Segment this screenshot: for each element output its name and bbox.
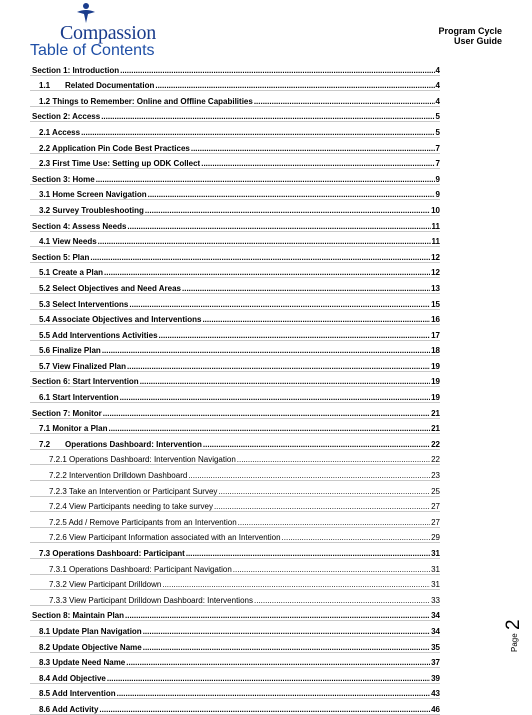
toc-entry-page: 22 <box>431 439 440 449</box>
toc-entry-text: 5.4 Associate Objectives and Interventions <box>39 315 202 325</box>
toc-entry[interactable] <box>30 590 440 606</box>
toc-entry[interactable] <box>30 497 440 513</box>
toc-entry-label <box>39 159 200 168</box>
toc-entry-label <box>32 253 89 262</box>
toc-entry[interactable] <box>30 310 440 326</box>
toc-entry[interactable] <box>30 637 440 653</box>
toc-entry-label <box>49 533 281 542</box>
toc-entry-page: 19 <box>431 377 440 387</box>
toc-entry-text: 8.5 Add Intervention <box>39 689 116 699</box>
toc-entry-label <box>32 611 124 620</box>
toc-leader-dots <box>203 440 430 449</box>
toc-leader-dots <box>107 674 430 683</box>
toc-entry-label <box>39 689 116 698</box>
toc-entry-text: 8.1 Update Plan Navigation <box>39 626 142 636</box>
toc-entry[interactable] <box>30 169 440 185</box>
toc-entry-text: 7.2.2 Intervention Drilldown Dashboard <box>49 471 188 481</box>
toc-leader-dots <box>90 253 430 262</box>
toc-entry-text: Section 1: Introduction <box>32 65 120 75</box>
toc-leader-dots <box>99 705 430 714</box>
toc-entry-text: 7.2.5 Add / Remove Participants from an Intervention <box>49 517 237 527</box>
toc-leader-dots <box>125 611 430 620</box>
toc-entry-label <box>39 549 185 558</box>
toc-entry[interactable] <box>30 512 440 528</box>
toc-entry[interactable] <box>30 372 440 388</box>
toc-leader-dots <box>148 190 435 199</box>
document-header <box>438 26 502 46</box>
toc-entry-label <box>39 627 142 636</box>
toc-entry-text: Related Documentation <box>65 81 155 91</box>
toc-entry-text: 5.3 Select Interventions <box>39 299 129 309</box>
toc-entry-label <box>49 471 187 480</box>
toc-entry-label <box>32 409 102 418</box>
toc-entry-page: 18 <box>431 346 440 356</box>
toc-entry[interactable] <box>30 450 440 466</box>
toc-entry[interactable] <box>30 434 440 450</box>
toc-entry-label <box>49 455 236 464</box>
toc-entry-page: 19 <box>431 361 440 371</box>
toc-entry-text: 1.2 Things to Remember: Online and Offline Capabilities <box>39 96 253 106</box>
toc-leader-dots <box>101 112 434 121</box>
toc-leader-dots <box>81 128 434 137</box>
toc-entry-page: 10 <box>431 205 440 215</box>
doc-title-line1: Program Cycle <box>438 26 502 36</box>
toc-entry[interactable] <box>30 668 440 684</box>
doc-title-line2: User Guide <box>453 36 502 46</box>
toc-entry-label <box>39 658 125 667</box>
toc-entry-page: 31 <box>431 549 440 558</box>
toc-entry-text: 5.6 Finalize Plan <box>39 346 101 356</box>
toc-entry-text: 3.2 Survey Troubleshooting <box>39 205 144 215</box>
toc-entry-label <box>32 112 100 121</box>
toc-leader-dots <box>282 533 431 542</box>
toc-entry-label <box>39 300 128 309</box>
toc-entry-page: 7 <box>435 159 440 169</box>
toc-entry-label <box>39 284 181 293</box>
toc-entry[interactable] <box>30 216 440 232</box>
toc-entry-page: 19 <box>431 393 440 403</box>
toc-entry-text: 7.2.3 Take an Intervention or Participant Survey <box>49 486 218 496</box>
toc-entry-label <box>39 643 142 652</box>
toc-leader-dots <box>159 331 431 340</box>
toc-leader-dots <box>202 315 430 324</box>
toc-entry[interactable] <box>30 575 440 591</box>
toc-entry-label <box>39 206 144 215</box>
toc-entry-label <box>32 175 95 184</box>
toc-entry[interactable] <box>30 154 440 170</box>
toc-entry-text: 3.1 Home Screen Navigation <box>39 190 147 200</box>
toc-entry[interactable] <box>30 699 440 715</box>
toc-leader-dots <box>186 549 430 558</box>
toc-entry-page: 34 <box>431 611 440 621</box>
toc-entry-label <box>49 580 161 589</box>
toc-leader-dots <box>127 222 430 231</box>
toc-entry-text: 2.1 Access <box>39 127 81 137</box>
toc-entry-label <box>39 674 106 683</box>
toc-entry-text: Operations Dashboard: Intervention <box>65 439 202 449</box>
toc-entry-label <box>39 81 154 90</box>
toc-entry-text: 8.3 Update Need Name <box>39 658 126 668</box>
toc-entry-text: Section 6: Start Intervention <box>32 377 139 387</box>
page-label-svg <box>502 594 522 654</box>
toc-entry-label <box>32 377 139 386</box>
toc-entry-text: Section 2: Access <box>32 112 101 122</box>
toc-entry-label <box>39 346 101 355</box>
toc-entry-page: 37 <box>431 658 440 668</box>
toc-entry-text: 8.6 Add Activity <box>39 704 99 714</box>
toc-leader-dots <box>120 393 431 402</box>
toc-entry-page: 17 <box>431 330 440 340</box>
toc-entry[interactable] <box>30 356 440 372</box>
toc-entry[interactable] <box>30 232 440 248</box>
toc-entry-page: 4 <box>435 65 440 75</box>
toc-leader-dots <box>143 627 430 636</box>
toc-entry-text: 2.2 Application Pin Code Best Practices <box>39 143 190 153</box>
toc-leader-dots <box>140 377 430 386</box>
toc-leader-dots <box>129 300 430 309</box>
toc-leader-dots <box>254 596 430 605</box>
toc-entry-label <box>39 237 97 246</box>
toc-entry[interactable] <box>30 138 440 154</box>
toc-entry[interactable] <box>30 122 440 138</box>
toc-entry-page: 11 <box>431 221 440 231</box>
toc-entry-page: 4 <box>435 81 440 91</box>
page-number-label <box>502 594 522 654</box>
toc-entry[interactable] <box>30 621 440 637</box>
toc-entry-text: Section 3: Home <box>32 174 95 184</box>
toc-leader-dots <box>120 66 434 75</box>
toc-entry[interactable] <box>30 247 440 263</box>
toc-entry[interactable] <box>30 91 440 107</box>
toc-entry-label <box>39 97 253 106</box>
toc-entry[interactable] <box>30 185 440 201</box>
toc-entry[interactable] <box>30 606 440 622</box>
toc-title: Table of Contents <box>30 42 155 59</box>
toc-leader-dots <box>162 580 430 589</box>
toc-entry-text: 5.2 Select Objectives and Need Areas <box>39 283 181 293</box>
toc-entry-page: 31 <box>431 564 440 574</box>
toc-entry-page: 46 <box>431 704 440 714</box>
toc-leader-dots <box>237 455 430 464</box>
toc-entry-page: 29 <box>431 533 440 543</box>
toc-entry-page: 5 <box>435 127 440 137</box>
toc-entry-label <box>39 331 158 340</box>
toc-leader-dots <box>102 346 430 355</box>
toc-entry-text: 6.1 Start Intervention <box>39 393 119 403</box>
toc-entry-text: Section 4: Assess Needs <box>32 221 127 231</box>
toc-entry[interactable] <box>30 278 440 294</box>
toc-entry-text: 7.3 Operations Dashboard: Participant <box>39 549 185 558</box>
toc-entry-label <box>39 315 201 324</box>
toc-entry-label <box>49 502 213 511</box>
toc-entry-text: 8.4 Add Objective <box>39 673 106 683</box>
toc-entry-page: 35 <box>431 642 440 652</box>
toc-entry-page: 5 <box>435 112 440 122</box>
compassion-logo <box>30 2 156 44</box>
toc-entry[interactable] <box>30 543 440 559</box>
toc-leader-dots <box>96 175 435 184</box>
toc-entry-text: 8.2 Update Objective Name <box>39 642 142 652</box>
toc-leader-dots <box>238 518 430 527</box>
logo-figure-icon <box>75 2 97 24</box>
toc-entry[interactable] <box>30 403 440 419</box>
toc-leader-dots <box>155 81 434 90</box>
toc-entry-page: 13 <box>431 283 440 293</box>
page-word: Page <box>510 633 519 652</box>
toc-entry[interactable] <box>30 465 440 481</box>
toc-entry-label <box>39 144 190 153</box>
toc-entry-page: 15 <box>431 299 440 309</box>
toc-entry-page: 27 <box>431 517 440 527</box>
toc-entry-page: 11 <box>431 237 440 247</box>
toc-entry-page: 31 <box>431 580 440 590</box>
toc-entry[interactable] <box>30 481 440 497</box>
toc-entry-page: 33 <box>431 595 440 605</box>
toc-entry-text: 7.1 Monitor a Plan <box>39 424 108 434</box>
page-number: 2 <box>503 619 522 630</box>
toc-entry-text: 7.2.1 Operations Dashboard: Intervention Navigation <box>49 455 236 465</box>
toc-entry-label <box>49 487 217 496</box>
toc-leader-dots <box>233 565 430 574</box>
toc-entry-number: 1.1 <box>39 81 51 91</box>
toc-entry-label <box>39 424 107 433</box>
toc-leader-dots <box>143 643 430 652</box>
toc-entry-text: 5.1 Create a Plan <box>39 268 104 278</box>
toc-entry-label <box>39 393 119 402</box>
toc-entry-text: Section 5: Plan <box>32 252 90 262</box>
toc-entry-page: 27 <box>431 502 440 512</box>
toc-entry-label <box>49 596 253 605</box>
toc-leader-dots <box>126 658 430 667</box>
toc-entry[interactable] <box>30 60 440 76</box>
toc-entry-page: 25 <box>431 486 440 496</box>
toc-leader-dots <box>254 97 435 106</box>
toc-entry-label <box>39 128 80 137</box>
brand-name: Compassion <box>60 22 156 44</box>
toc-entry-page: 39 <box>431 673 440 683</box>
toc-entry-page: 7 <box>435 143 440 153</box>
toc-entry[interactable] <box>30 263 440 279</box>
toc-leader-dots <box>214 502 430 511</box>
toc-leader-dots <box>117 689 430 698</box>
table-of-contents <box>30 60 440 715</box>
toc-entry[interactable] <box>30 528 440 544</box>
toc-entry-page: 34 <box>431 626 440 636</box>
toc-entry[interactable] <box>30 200 440 216</box>
toc-entry-label <box>39 705 98 714</box>
toc-leader-dots <box>201 159 434 168</box>
toc-leader-dots <box>98 237 431 246</box>
toc-leader-dots <box>188 471 430 480</box>
toc-entry-label <box>39 440 202 449</box>
toc-leader-dots <box>218 487 430 496</box>
toc-entry-label <box>39 362 126 371</box>
toc-leader-dots <box>145 206 430 215</box>
toc-entry-text: 4.1 View Needs <box>39 237 97 247</box>
toc-entry-text: 2.3 First Time Use: Setting up ODK Collect <box>39 159 201 169</box>
toc-entry-label <box>39 190 147 199</box>
toc-entry-page: 9 <box>435 174 440 184</box>
toc-entry-text: 5.7 View Finalized Plan <box>39 361 126 371</box>
toc-entry-page: 9 <box>435 190 440 200</box>
toc-entry-text: 5.5 Add Interventions Activities <box>39 330 158 340</box>
toc-entry-text: Section 8: Maintain Plan <box>32 611 125 621</box>
toc-entry-page: 12 <box>431 268 440 278</box>
toc-leader-dots <box>104 268 430 277</box>
toc-entry-text: 7.2.6 View Participant Information associated with an Intervention <box>49 533 281 543</box>
toc-entry[interactable] <box>30 341 440 357</box>
toc-entry-text: 7.3.1 Operations Dashboard: Participant Navigation <box>49 564 232 574</box>
toc-entry[interactable] <box>30 76 440 92</box>
toc-entry[interactable] <box>30 325 440 341</box>
toc-entry-number: 7.2 <box>39 439 51 449</box>
toc-entry-text: 7.2.4 View Participants needing to take survey <box>49 502 213 512</box>
toc-entry-page: 21 <box>431 408 440 418</box>
toc-entry[interactable] <box>30 294 440 310</box>
toc-entry-page: 21 <box>431 424 440 434</box>
toc-entry-page: 23 <box>431 471 440 481</box>
toc-entry[interactable] <box>30 387 440 403</box>
toc-entry-page: 16 <box>431 315 440 325</box>
toc-entry[interactable] <box>30 684 440 700</box>
toc-leader-dots <box>103 409 430 418</box>
toc-entry-label <box>32 222 126 231</box>
toc-entry-label <box>49 565 232 574</box>
toc-entry-page: 22 <box>431 455 440 465</box>
toc-entry-text: 7.3.2 View Participant Drilldown <box>49 580 162 590</box>
toc-entry[interactable] <box>30 559 440 575</box>
toc-entry-label <box>32 66 119 75</box>
toc-entry[interactable] <box>30 107 440 123</box>
toc-entry-label <box>39 268 103 277</box>
toc-entry-page: 43 <box>431 689 440 699</box>
toc-leader-dots <box>108 424 430 433</box>
toc-entry-page: 4 <box>435 96 440 106</box>
toc-entry[interactable] <box>30 419 440 435</box>
toc-entry-page: 12 <box>431 252 440 262</box>
toc-leader-dots <box>182 284 430 293</box>
toc-entry-text: Section 7: Monitor <box>32 408 102 418</box>
toc-entry-text: 7.3.3 View Participant Drilldown Dashboard: Interventions <box>49 595 253 605</box>
toc-leader-dots <box>191 144 435 153</box>
toc-entry-label <box>49 518 237 527</box>
toc-leader-dots <box>127 362 430 371</box>
toc-entry[interactable] <box>30 653 440 669</box>
